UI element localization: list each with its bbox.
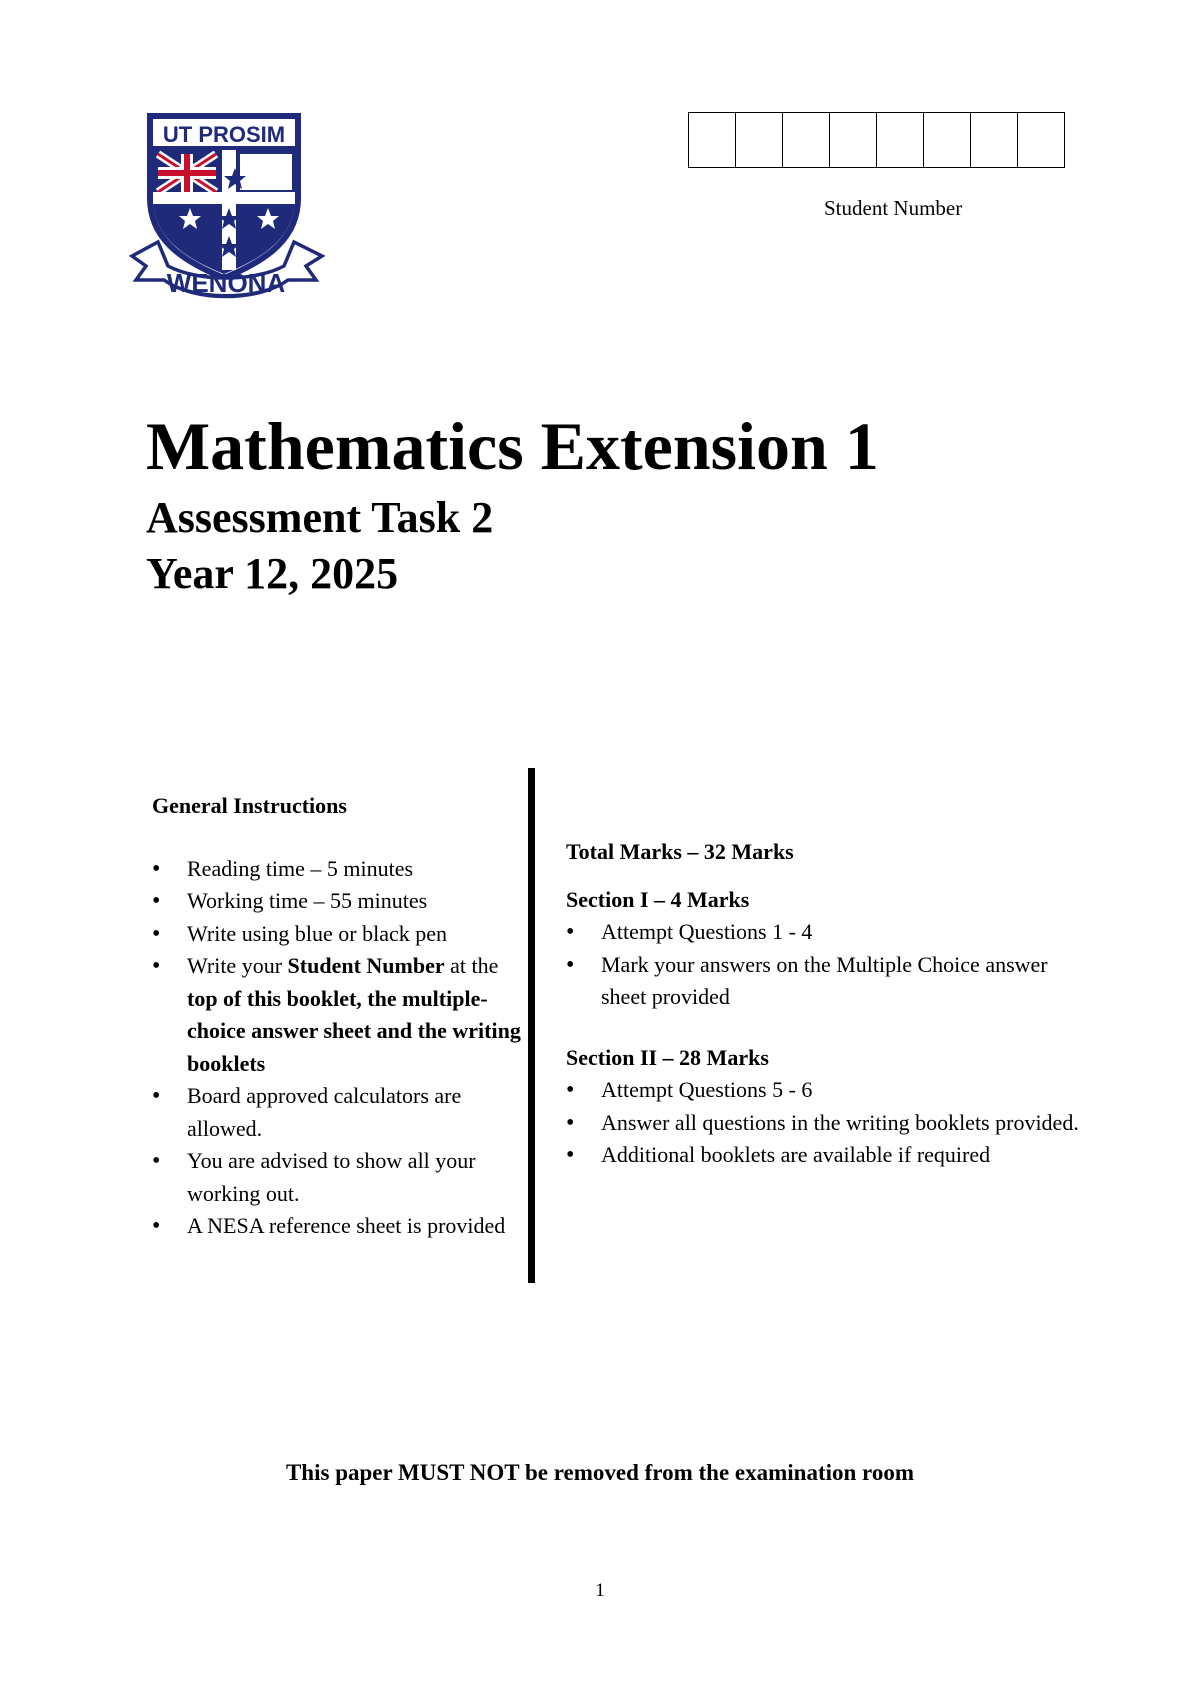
student-number-digit-box[interactable] xyxy=(736,113,783,167)
total-marks: Total Marks – 32 Marks xyxy=(566,839,794,864)
school-crest-logo xyxy=(128,110,328,316)
student-number-digit-box[interactable] xyxy=(924,113,971,167)
list-item: • Answer all questions in the writing booklets provided. xyxy=(566,1107,1086,1140)
year-line: Year 12, 2025 xyxy=(146,549,399,598)
student-number-digit-box[interactable] xyxy=(689,113,736,167)
section-1-list xyxy=(566,916,1086,1014)
list-item: • Working time – 55 minutes xyxy=(152,885,522,918)
instructions-list xyxy=(152,853,522,1243)
list-item xyxy=(152,950,522,1080)
list-item: • Board approved calculators are allowed. xyxy=(152,1080,522,1145)
list-item: • Reading time – 5 minutes xyxy=(152,853,522,886)
general-instructions xyxy=(152,790,522,1243)
list-item: • A NESA reference sheet is provided xyxy=(152,1210,522,1243)
exam-room-notice: This paper MUST NOT be removed from the examination room xyxy=(285,1460,915,1485)
list-item: • You are advised to show all your working out. xyxy=(152,1145,522,1210)
page-title: Mathematics Extension 1 xyxy=(146,408,879,484)
page-number: 1 xyxy=(595,1580,605,1601)
list-item: • Additional booklets are available if required xyxy=(566,1139,1086,1172)
general-instructions-heading: General Instructions xyxy=(152,793,347,818)
section-2-list xyxy=(566,1074,1086,1172)
student-number-digit-box[interactable] xyxy=(877,113,924,167)
student-number-digit-box[interactable] xyxy=(971,113,1018,167)
instruction-text: at the xyxy=(444,953,499,978)
student-number-digit-box[interactable] xyxy=(1018,113,1064,167)
student-number-digit-box[interactable] xyxy=(830,113,877,167)
section-1-heading: Section I – 4 Marks xyxy=(566,886,750,912)
section-2-heading: Section II – 28 Marks xyxy=(566,1044,769,1070)
instruction-emphasis: top of this booklet, the multiple-choice answer sheet and the writing booklets xyxy=(187,985,521,1076)
crest-school-name: WENONA xyxy=(166,268,286,298)
list-item: • Write using blue or black pen xyxy=(152,918,522,951)
student-number-digit-box[interactable] xyxy=(783,113,830,167)
student-number-boxes[interactable] xyxy=(688,112,1065,168)
crest-motto: UT PROSIM xyxy=(162,122,286,147)
instruction-text: Write your xyxy=(187,953,288,978)
page-subtitle: Assessment Task 2 xyxy=(146,493,494,542)
list-item: • Mark your answers on the Multiple Choice answer sheet provided xyxy=(566,949,1086,1014)
list-item: • Attempt Questions 1 - 4 xyxy=(566,916,1086,949)
marks-summary xyxy=(566,836,1086,1172)
student-number-label: Student Number xyxy=(824,196,963,220)
list-item: • Attempt Questions 5 - 6 xyxy=(566,1074,1086,1107)
column-divider xyxy=(528,768,535,1283)
instruction-emphasis: Student Number xyxy=(287,953,445,978)
crest-union-flag xyxy=(158,154,216,192)
